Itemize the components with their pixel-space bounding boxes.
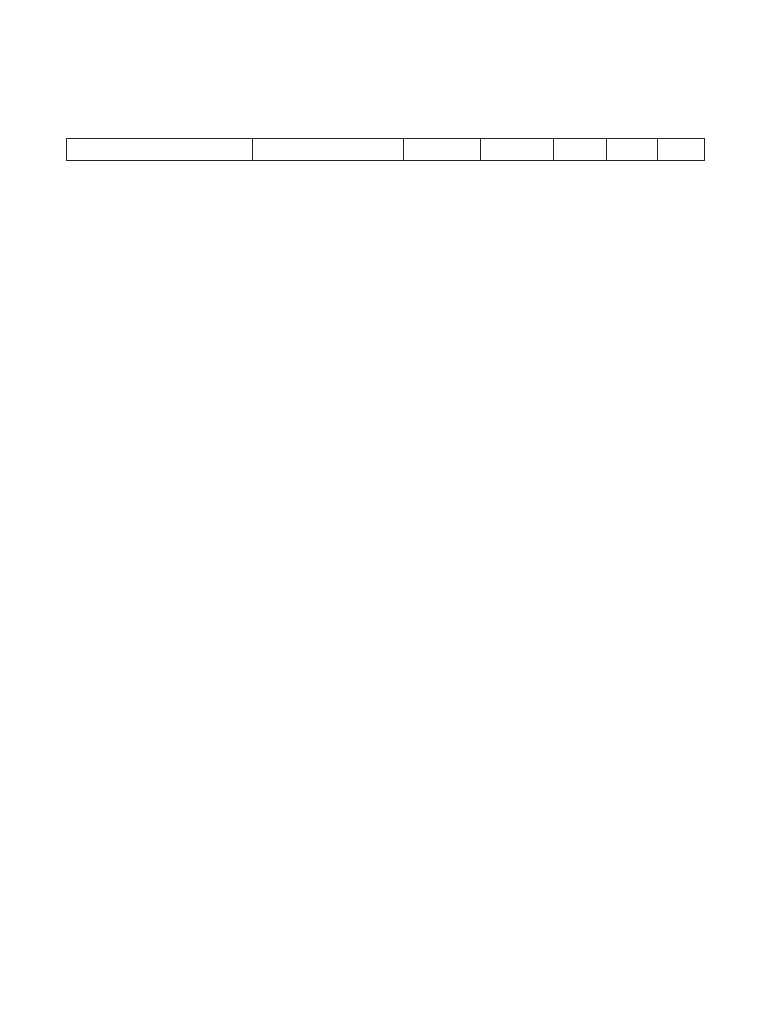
header-notes [658,139,705,161]
header-indicator [481,139,554,161]
table-header-row [67,139,705,161]
improvement-plan-table-top [66,138,705,161]
header-standard [67,139,253,161]
header-pic [607,139,658,161]
header-method [404,139,481,161]
header-time [554,139,607,161]
header-steps [253,139,404,161]
